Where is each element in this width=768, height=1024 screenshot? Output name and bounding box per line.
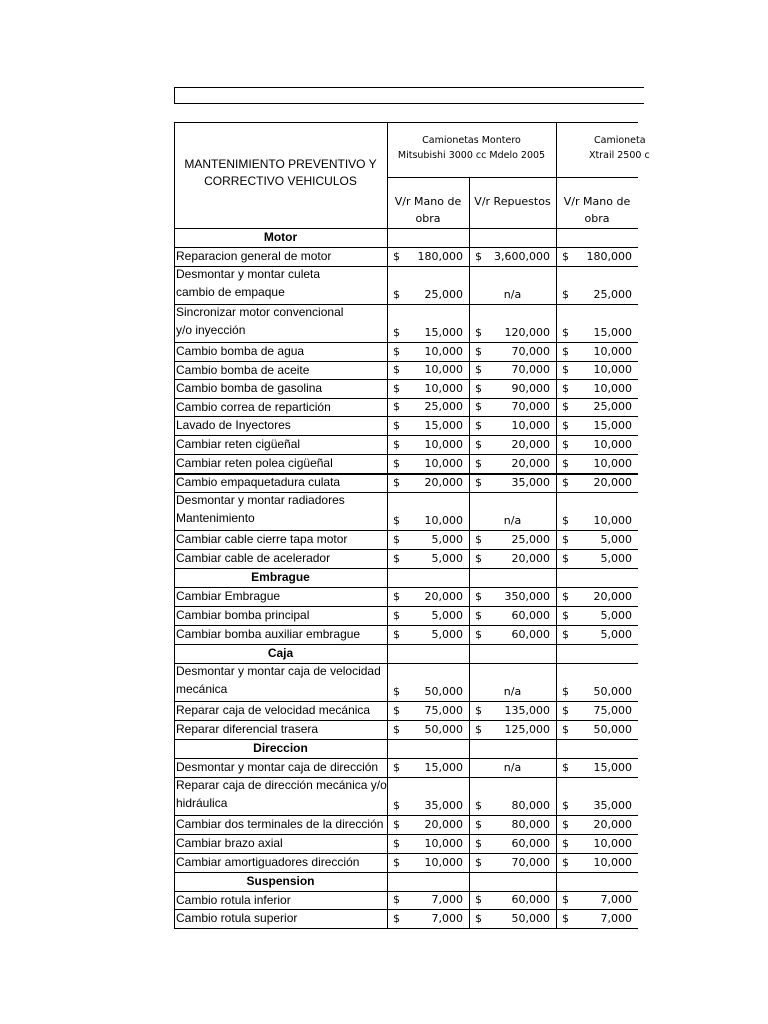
labor-cost-cell: 7,000 (431, 912, 463, 925)
labor-cost-cell: 10,000 (424, 363, 463, 376)
parts-cost-cell: 80,000 (511, 799, 550, 812)
parts-cost-cell: 70,000 (511, 345, 550, 358)
service-label: y/o inyección (176, 323, 246, 337)
labor2-cost-cell: 10,000 (593, 514, 632, 527)
labor-cost-cell: 15,000 (424, 326, 463, 339)
labor-cost-cell: 50,000 (424, 685, 463, 698)
service-label: Desmontar y montar caja de dirección (176, 760, 379, 774)
currency-symbol: $ (393, 476, 400, 489)
parts-cost-cell: 120,000 (504, 326, 550, 339)
row-divider (174, 701, 638, 702)
service-label: Cambio empaquetadura culata (176, 475, 341, 489)
row-divider (174, 739, 638, 740)
currency-symbol: $ (393, 856, 400, 869)
row-divider (174, 416, 638, 417)
row-divider (174, 568, 638, 569)
labor-cost-cell: 5,000 (431, 533, 463, 546)
service-label: Reparar diferencial trasera (176, 722, 319, 736)
column-divider (387, 122, 388, 929)
row-divider (174, 853, 638, 854)
row-divider (174, 398, 638, 399)
currency-symbol: $ (562, 723, 569, 736)
labor-column-header-line-2: obra (415, 212, 441, 225)
currency-symbol: $ (393, 363, 400, 376)
row-divider (174, 549, 638, 550)
row-divider (174, 909, 638, 910)
service-label: Cambio bomba de agua (176, 344, 305, 358)
empty-title-cell (174, 87, 644, 104)
labor2-cost-cell: 10,000 (593, 837, 632, 850)
currency-symbol: $ (393, 326, 400, 339)
service-label: Cambiar brazo axial (176, 836, 283, 850)
labor2-cost-cell: 10,000 (593, 438, 632, 451)
currency-symbol: $ (475, 533, 482, 546)
parts-cost-cell: 60,000 (511, 893, 550, 906)
currency-symbol: $ (562, 590, 569, 603)
labor-cost-cell: 10,000 (424, 514, 463, 527)
service-label: Desmontar y montar caja de velocidad (176, 664, 381, 678)
currency-symbol: $ (562, 552, 569, 565)
currency-symbol: $ (475, 590, 482, 603)
table-title-line-2: CORRECTIVO VEHICULOS (204, 174, 357, 188)
currency-symbol: $ (393, 533, 400, 546)
labor2-cost-cell: 10,000 (593, 382, 632, 395)
parts-cost-cell: 20,000 (511, 438, 550, 451)
service-label: Cambiar Embrague (176, 589, 281, 603)
currency-symbol: $ (562, 250, 569, 263)
vehicle2-header-line-1: Camioneta (594, 135, 646, 146)
service-label: Cambio bomba de gasolina (176, 381, 323, 395)
labor-cost-cell: 75,000 (424, 704, 463, 717)
labor-cost-cell: 10,000 (424, 856, 463, 869)
currency-symbol: $ (475, 799, 482, 812)
currency-symbol: $ (475, 552, 482, 565)
currency-symbol: $ (562, 704, 569, 717)
currency-symbol: $ (393, 818, 400, 831)
currency-symbol: $ (562, 476, 569, 489)
currency-symbol: $ (393, 552, 400, 565)
parts-cost-cell: n/a (503, 514, 522, 527)
labor2-column-header-line-1: V/r Mano de (563, 195, 631, 208)
service-label: cambio de empaque (176, 285, 285, 299)
labor-cost-cell: 180,000 (417, 250, 463, 263)
currency-symbol: $ (475, 326, 482, 339)
service-label: Reparar caja de dirección mecánica y/o (176, 778, 387, 792)
labor-cost-cell: 10,000 (424, 345, 463, 358)
labor2-cost-cell: 5,000 (600, 609, 632, 622)
parts-cost-cell: 125,000 (504, 723, 550, 736)
currency-symbol: $ (393, 345, 400, 358)
currency-symbol: $ (393, 799, 400, 812)
labor-cost-cell: 5,000 (431, 609, 463, 622)
labor2-cost-cell: 10,000 (593, 457, 632, 470)
currency-symbol: $ (475, 818, 482, 831)
currency-symbol: $ (562, 382, 569, 395)
row-divider (174, 928, 638, 929)
service-label: Cambio bomba de aceite (176, 363, 310, 377)
row-divider (174, 606, 638, 607)
labor-cost-cell: 35,000 (424, 799, 463, 812)
currency-symbol: $ (562, 761, 569, 774)
parts-cost-cell: n/a (503, 761, 522, 774)
row-divider (174, 247, 638, 248)
currency-symbol: $ (393, 438, 400, 451)
labor-cost-cell: 5,000 (431, 552, 463, 565)
service-label: Cambio rotula inferior (176, 893, 291, 907)
currency-symbol: $ (393, 628, 400, 641)
parts-cost-cell: 50,000 (511, 912, 550, 925)
parts-cost-cell: n/a (503, 685, 522, 698)
labor-cost-cell: 15,000 (424, 419, 463, 432)
service-label: Cambiar cable cierre tapa motor (176, 532, 348, 546)
row-divider (174, 587, 638, 588)
header-divider (387, 177, 638, 178)
row-divider (174, 891, 638, 892)
currency-symbol: $ (393, 704, 400, 717)
currency-symbol: $ (562, 799, 569, 812)
currency-symbol: $ (393, 250, 400, 263)
labor2-cost-cell: 10,000 (593, 856, 632, 869)
section-heading: Motor (263, 230, 298, 244)
parts-cost-cell: 70,000 (511, 856, 550, 869)
service-label: Sincronizar motor convencional (176, 305, 344, 319)
currency-symbol: $ (475, 457, 482, 470)
currency-symbol: $ (562, 685, 569, 698)
labor2-cost-cell: 25,000 (593, 400, 632, 413)
currency-symbol: $ (475, 912, 482, 925)
labor-cost-cell: 20,000 (424, 476, 463, 489)
currency-symbol: $ (393, 685, 400, 698)
service-label: Reparacion general de motor (176, 249, 332, 263)
parts-cost-cell: 3,600,000 (494, 250, 550, 263)
labor2-cost-cell: 50,000 (593, 723, 632, 736)
service-label: Cambiar reten polea cigüeñal (176, 456, 333, 470)
labor2-cost-cell: 7,000 (600, 893, 632, 906)
labor2-cost-cell: 5,000 (600, 552, 632, 565)
currency-symbol: $ (475, 419, 482, 432)
currency-symbol: $ (562, 856, 569, 869)
labor-cost-cell: 25,000 (424, 288, 463, 301)
column-divider (556, 122, 557, 929)
parts-cost-cell: n/a (503, 288, 522, 301)
currency-symbol: $ (393, 609, 400, 622)
row-divider (174, 228, 638, 229)
labor2-cost-cell: 15,000 (593, 761, 632, 774)
row-divider (174, 758, 638, 759)
currency-symbol: $ (562, 363, 569, 376)
labor2-cost-cell: 5,000 (600, 533, 632, 546)
currency-symbol: $ (393, 723, 400, 736)
parts-cost-cell: 350,000 (504, 590, 550, 603)
currency-symbol: $ (562, 628, 569, 641)
service-label: Cambio correa de repartición (176, 400, 331, 414)
currency-symbol: $ (393, 837, 400, 850)
labor2-cost-cell: 15,000 (593, 326, 632, 339)
labor2-column-header-line-2: obra (584, 212, 610, 225)
labor-cost-cell: 10,000 (424, 438, 463, 451)
currency-symbol: $ (393, 400, 400, 413)
parts-cost-cell: 80,000 (511, 818, 550, 831)
service-label: Cambiar bomba principal (176, 608, 310, 622)
currency-symbol: $ (475, 609, 482, 622)
currency-symbol: $ (475, 363, 482, 376)
currency-symbol: $ (562, 457, 569, 470)
labor-cost-cell: 10,000 (424, 457, 463, 470)
table-title-line-1: MANTENIMIENTO PREVENTIVO Y (184, 157, 377, 171)
currency-symbol: $ (393, 893, 400, 906)
currency-symbol: $ (393, 457, 400, 470)
service-label: Lavado de Inyectores (176, 418, 291, 432)
labor-cost-cell: 10,000 (424, 382, 463, 395)
labor-cost-cell: 10,000 (424, 837, 463, 850)
currency-symbol: $ (475, 856, 482, 869)
currency-symbol: $ (475, 476, 482, 489)
row-divider (174, 815, 638, 816)
row-divider (174, 625, 638, 626)
currency-symbol: $ (393, 761, 400, 774)
row-divider (174, 872, 638, 873)
currency-symbol: $ (475, 628, 482, 641)
service-label: Mantenimiento (176, 511, 255, 525)
currency-symbol: $ (562, 345, 569, 358)
table-top-border (174, 122, 638, 123)
row-divider (174, 644, 638, 645)
parts-cost-cell: 60,000 (511, 628, 550, 641)
labor2-cost-cell: 10,000 (593, 363, 632, 376)
labor2-cost-cell: 50,000 (593, 685, 632, 698)
currency-symbol: $ (562, 912, 569, 925)
currency-symbol: $ (562, 438, 569, 451)
labor-cost-cell: 5,000 (431, 628, 463, 641)
labor2-cost-cell: 5,000 (600, 628, 632, 641)
section-heading: Direccion (253, 741, 308, 755)
labor2-cost-cell: 35,000 (593, 799, 632, 812)
parts-cost-cell: 10,000 (511, 419, 550, 432)
currency-symbol: $ (475, 382, 482, 395)
parts-cost-cell: 20,000 (511, 457, 550, 470)
parts-cost-cell: 25,000 (511, 533, 550, 546)
labor2-cost-cell: 20,000 (593, 476, 632, 489)
section-heading: Embrague (251, 570, 310, 584)
currency-symbol: $ (475, 400, 482, 413)
currency-symbol: $ (393, 912, 400, 925)
currency-symbol: $ (475, 893, 482, 906)
parts-cost-cell: 90,000 (511, 382, 550, 395)
currency-symbol: $ (562, 609, 569, 622)
labor2-cost-cell: 7,000 (600, 912, 632, 925)
labor2-cost-cell: 180,000 (586, 250, 632, 263)
currency-symbol: $ (393, 590, 400, 603)
currency-symbol: $ (475, 438, 482, 451)
currency-symbol: $ (562, 514, 569, 527)
currency-symbol: $ (475, 723, 482, 736)
service-label: Desmontar y montar culeta (176, 267, 321, 281)
section-heading: Suspension (246, 874, 315, 888)
service-label: Cambiar dos terminales de la dirección (176, 817, 384, 831)
service-label: Cambiar cable de acelerador (176, 551, 331, 565)
currency-symbol: $ (562, 818, 569, 831)
row-divider (174, 720, 638, 721)
currency-symbol: $ (393, 382, 400, 395)
currency-symbol: $ (562, 326, 569, 339)
labor2-cost-cell: 15,000 (593, 419, 632, 432)
labor-cost-cell: 15,000 (424, 761, 463, 774)
labor2-cost-cell: 10,000 (593, 345, 632, 358)
labor-cost-cell: 50,000 (424, 723, 463, 736)
parts-cost-cell: 60,000 (511, 609, 550, 622)
row-divider (174, 454, 638, 455)
currency-symbol: $ (562, 419, 569, 432)
currency-symbol: $ (475, 704, 482, 717)
vehicle2-header-line-2: Xtrail 2500 c (589, 150, 650, 161)
labor-cost-cell: 25,000 (424, 400, 463, 413)
currency-symbol: $ (475, 250, 482, 263)
labor-column-header-line-1: V/r Mano de (394, 195, 462, 208)
section-heading: Caja (267, 646, 294, 660)
parts-cost-cell: 70,000 (511, 363, 550, 376)
parts-cost-cell: 20,000 (511, 552, 550, 565)
service-label: hidráulica (176, 796, 228, 810)
service-label: Cambio rotula superior (176, 911, 298, 925)
currency-symbol: $ (475, 345, 482, 358)
currency-symbol: $ (562, 893, 569, 906)
labor-cost-cell: 7,000 (431, 893, 463, 906)
parts-cost-cell: 35,000 (511, 476, 550, 489)
currency-symbol: $ (475, 837, 482, 850)
currency-symbol: $ (562, 288, 569, 301)
labor2-cost-cell: 20,000 (593, 818, 632, 831)
currency-symbol: $ (393, 419, 400, 432)
service-label: Cambiar bomba auxiliar embrague (176, 627, 361, 641)
vehicle1-header-line-2: Mitsubishi 3000 cc Mdelo 2005 (397, 150, 546, 161)
vehicle1-header-line-1: Camionetas Montero (422, 135, 521, 146)
row-divider (174, 435, 638, 436)
service-label: Desmontar y montar radiadores (176, 493, 345, 507)
service-label: Cambiar reten cigüeñal (176, 437, 301, 451)
row-divider (174, 361, 638, 362)
parts-cost-cell: 135,000 (504, 704, 550, 717)
row-divider (174, 342, 638, 343)
currency-symbol: $ (562, 837, 569, 850)
labor-cost-cell: 20,000 (424, 590, 463, 603)
parts-cost-cell: 70,000 (511, 400, 550, 413)
labor2-cost-cell: 25,000 (593, 288, 632, 301)
parts-cost-cell: 60,000 (511, 837, 550, 850)
row-divider (174, 530, 638, 531)
service-label: Cambiar amortiguadores dirección (176, 855, 360, 869)
currency-symbol: $ (562, 533, 569, 546)
row-divider (174, 379, 638, 380)
parts-column-header: V/r Repuestos (474, 195, 551, 208)
currency-symbol: $ (393, 514, 400, 527)
service-label: mecánica (176, 682, 228, 696)
service-label: Reparar caja de velocidad mecánica (176, 703, 371, 717)
labor-cost-cell: 20,000 (424, 818, 463, 831)
labor2-cost-cell: 75,000 (593, 704, 632, 717)
row-divider (174, 834, 638, 835)
labor2-cost-cell: 20,000 (593, 590, 632, 603)
currency-symbol: $ (562, 400, 569, 413)
currency-symbol: $ (393, 288, 400, 301)
